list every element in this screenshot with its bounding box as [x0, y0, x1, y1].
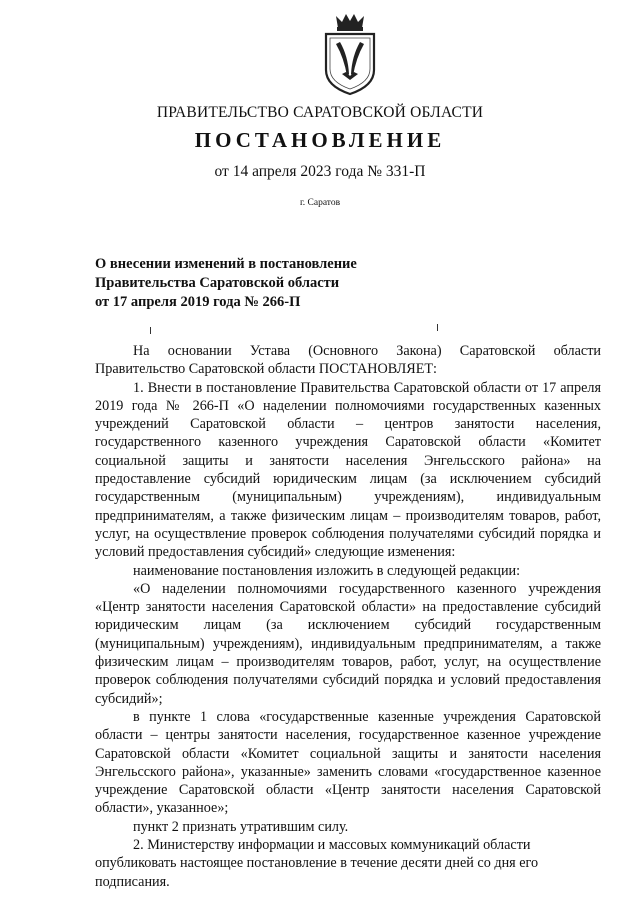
body-paragraph: наименование постановления изложить в следующей редакции: — [133, 562, 521, 579]
body-paragraph: 2. Министерству информации и массовых коммуникаций области опубликовать настоящее постановление в течение десяти дней со дня его подписания. — [95, 837, 539, 890]
document-body — [95, 342, 601, 891]
subject-line: от 17 апреля 2019 года № 266-П — [95, 294, 301, 310]
margin-mark — [150, 327, 151, 334]
subject-line: Правительства Саратовской области — [95, 275, 340, 291]
margin-mark — [437, 324, 438, 331]
body-paragraph: пункт 2 признать утратившим силу. — [133, 818, 349, 835]
document-city: г. Саратов — [299, 198, 341, 208]
document-date-number: от 14 апреля 2023 года № 331-П — [214, 163, 426, 180]
coat-of-arms-icon — [320, 14, 380, 96]
body-paragraph: 1. Внести в постановление Правительства Саратовской области от 17 апреля 2019 года № 266-П «О наделении полномочиями государственных казенных учреждений Саратовской области – центров занятости населения, государственного казенного учреждения Саратовской области «Комитет социальной защиты и занятости населения Энгельсского района» на предоставление субсидий юридическим лицам (за исключением субсидий государственным (муниципальным) учреждениям), индивидуальным предпринимателям, а также физическим лицам – производителям товаров, работ, услуг, на осуществление проверок соблюдения получателями субсидий порядка и условий предоставления субсидий» следующие изменения: — [95, 379, 601, 561]
document-subject — [95, 255, 455, 312]
organization-name: ПРАВИТЕЛЬСТВО САРАТОВСКОЙ ОБЛАСТИ — [156, 104, 484, 121]
body-paragraph: «О наделении полномочиями государственного казенного учреждения «Центр занятости населения Саратовской области» на предоставление субсидий юридическим лицам (за исключением субсидий государственным (муниципальным) учреждениям), индивидуальным предпринимателям, а также физическим лицам – производителям товаров, работ, услуг, на осуществление проверок соблюдения получателями субсидий порядка и условий предоставления субсидий»; — [95, 580, 601, 707]
body-paragraph: На основании Устава (Основного Закона) Саратовской области Правительство Саратовской области ПОСТАНОВЛЯЕТ: — [95, 343, 601, 378]
body-paragraph: в пункте 1 слова «государственные казенные учреждения Саратовской области – центры занятости населения, государственное казенное учреждение Саратовской области «Комитет социальной защиты и занятости населения Энгельсского района», указанные» заменить словами «государственное казенное учреждение Саратовской области «Центр занятости населения Саратовской области», указанное»; — [95, 708, 601, 817]
subject-line: О внесении изменений в постановление — [95, 256, 357, 272]
document-type-title: ПОСТАНОВЛЕНИЕ — [194, 128, 446, 152]
